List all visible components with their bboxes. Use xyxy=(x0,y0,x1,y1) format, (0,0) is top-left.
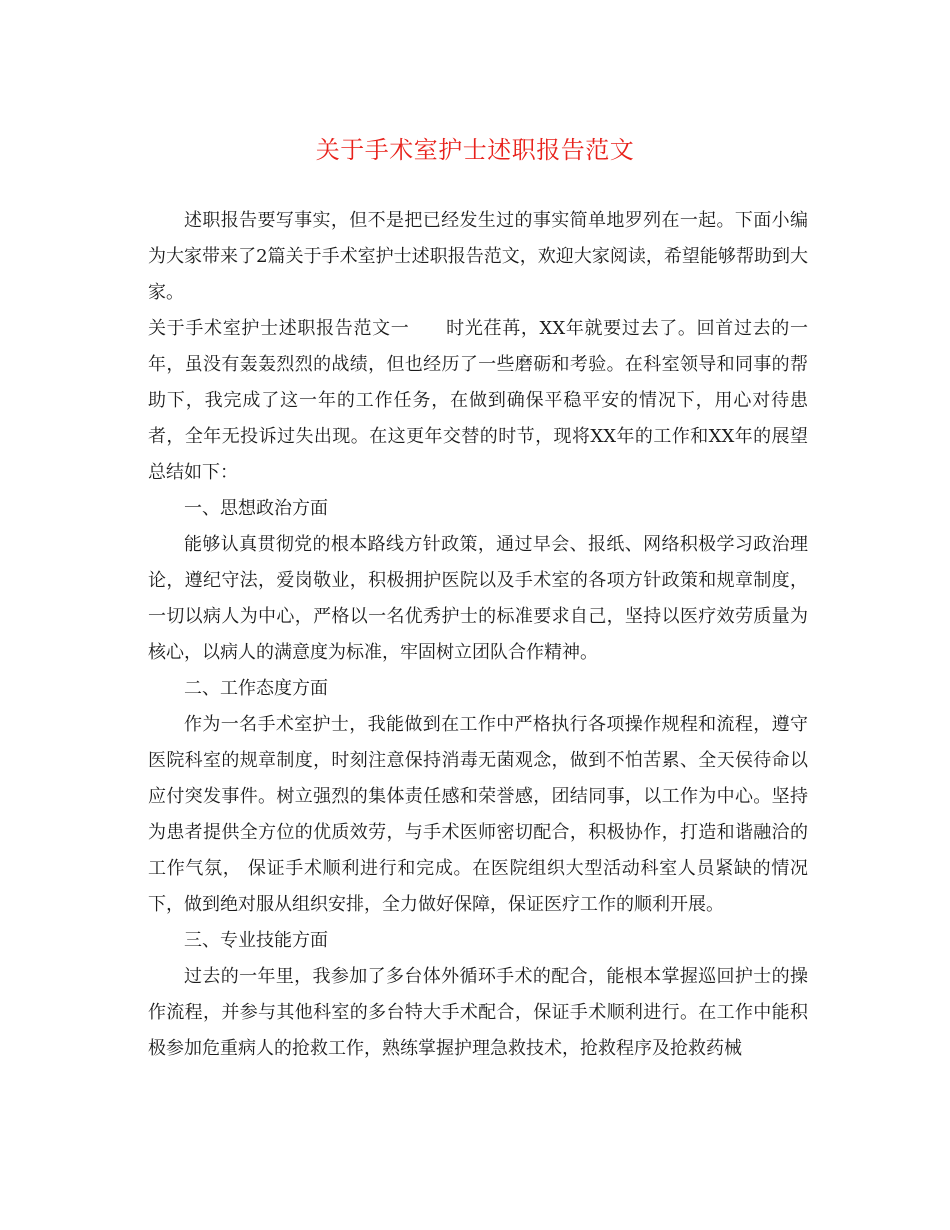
intro-paragraph: 述职报告要写事实，但不是把已经发生过的事实简单地罗列在一起。下面小编为大家带来了2篇关于手术室护士述职报告范文，欢迎大家阅读，希望能够帮助到大家。 xyxy=(148,210,808,303)
paragraph-skills: 过去的一年里，我参加了多台体外循环手术的配合，能根本掌握巡回护士的操作流程，并参与其他科室的多台特大手术配合，保证手术顺利进行。在工作中能积极参加危重病人的抢救工作，熟练掌握护理急救技术，抢救程序及抢救药械 xyxy=(148,966,808,1059)
heading-attitude: 二、工作态度方面 xyxy=(184,678,328,699)
opening-paragraph xyxy=(148,311,808,491)
heading-political: 一、思想政治方面 xyxy=(184,498,328,519)
section-label: 关于手术室护士述职报告范文一 xyxy=(148,318,410,339)
paragraph-political: 能够认真贯彻党的根本路线方针政策，通过早会、报纸、网络积极学习政治理论，遵纪守法，爱岗敬业，积极拥护医院以及手术室的各项方针政策和规章制度，一切以病人为中心，严格以一名优秀护士的标准要求自己，坚持以医疗效劳质量为核心，以病人的满意度为标准，牢固树立团队合作精神。 xyxy=(148,534,808,663)
opening-text: 时光荏苒，XX年就要过去了。回首过去的一年，虽没有轰轰烈烈的战绩，但也经历了一些磨砺和考验。在科室领导和同事的帮助下，我完成了这一年的工作任务，在做到确保平稳平安的情况下，用心对待患者，全年无投诉过失出现。在这更年交替的时节，现将XX年的工作和XX年的展望总结如下： xyxy=(148,318,808,483)
document-title: 关于手术室护士述职报告范文 xyxy=(315,136,635,164)
paragraph-attitude: 作为一名手术室护士，我能做到在工作中严格执行各项操作规程和流程，遵守医院科室的规章制度，时刻注意保持消毒无菌观念，做到不怕苦累、全天侯待命以应付突发事件。树立强烈的集体责任感和荣誉感，团结同事，以工作为中心。坚持为患者提供全方位的优质效劳，与手术医师密切配合，积极协作，打造和谐融洽的工作气氛， 保证手术顺利进行和完成。在医院组织大型活动科室人员紧缺的情况下，做到绝对服从组织安排，全力做好保障，保证医疗工作的顺利开展。 xyxy=(148,714,808,915)
document-body xyxy=(148,203,808,1067)
heading-skills: 三、专业技能方面 xyxy=(184,930,328,951)
